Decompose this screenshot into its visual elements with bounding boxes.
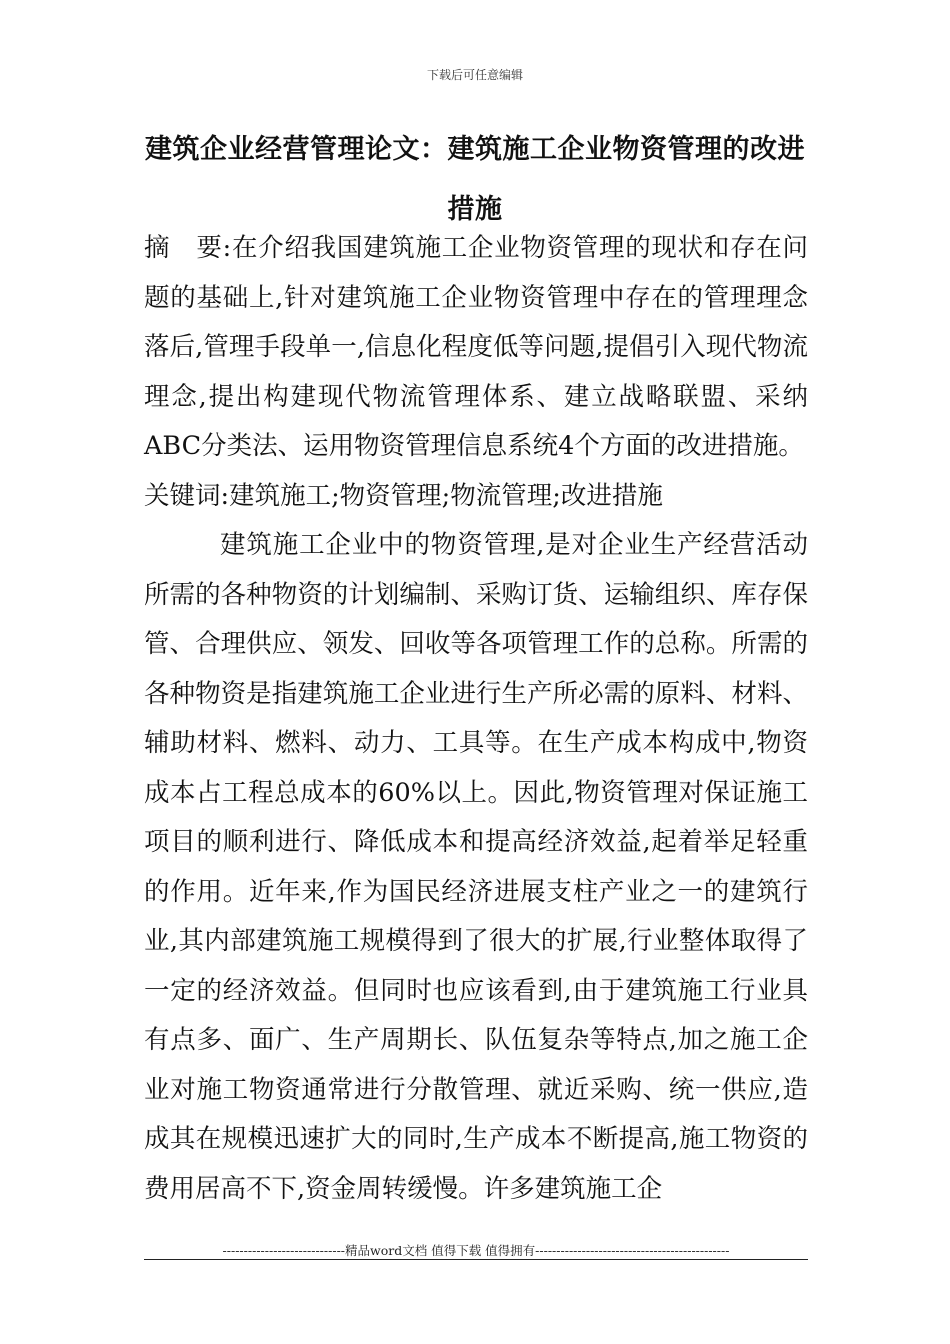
keywords-text: 建筑施工;物资管理;物流管理;改进措施: [229, 480, 663, 511]
document-title: 建筑企业经营管理论文：建筑施工企业物资管理的改进措施: [145, 134, 805, 225]
keywords-paragraph: [144, 472, 808, 522]
abstract-label: 摘 要:: [144, 233, 232, 263]
footer-rule: [144, 1259, 808, 1260]
keywords-label: 关键词:: [144, 480, 230, 511]
abstract-text: 在介绍我国建筑施工企业物资管理的现状和存在问题的基础上,针对建筑施工企业物资管理中存在的管理理念落后,管理手段单一,信息化程度低等问题,提倡引入现代物流理念,提出构建现代物流管理体系、建立战略联盟、采纳ABC分类法、运用物资管理信息系统4个方面的改进措施。: [144, 233, 808, 461]
page-footer-text: -----------------------------精品word文档 值得下载 值得拥有----------------------------------------------: [222, 1243, 730, 1258]
page-header-note: 下载后可任意编辑: [426, 68, 523, 82]
document-body: [144, 224, 808, 1214]
body-paragraph: 建筑施工企业中的物资管理,是对企业生产经营活动所需的各种物资的计划编制、采购订货、运输组织、库存保管、合理供应、领发、回收等各项管理工作的总称。所需的各种物资是指建筑施工企业进行生产所必需的原料、材料、辅助材料、燃料、动力、工具等。在生产成本构成中,物资成本占工程总成本的60%以上。因此,物资管理对保证施工项目的顺利进行、降低成本和提高经济效益,起着举足轻重的作用。近年来,作为国民经济进展支柱产业之一的建筑行业,其内部建筑施工规模得到了很大的扩展,行业整体取得了一定的经济效益。但同时也应该看到,由于建筑施工行业具有点多、面广、生产周期长、队伍复杂等特点,加之施工企业对施工物资通常进行分散管理、就近采购、统一供应,造成其在规模迅速扩大的同时,生产成本不断提高,施工物资的费用居高不下,资金周转缓慢。许多建筑施工企: [144, 530, 808, 1204]
abstract-paragraph: [144, 224, 808, 472]
